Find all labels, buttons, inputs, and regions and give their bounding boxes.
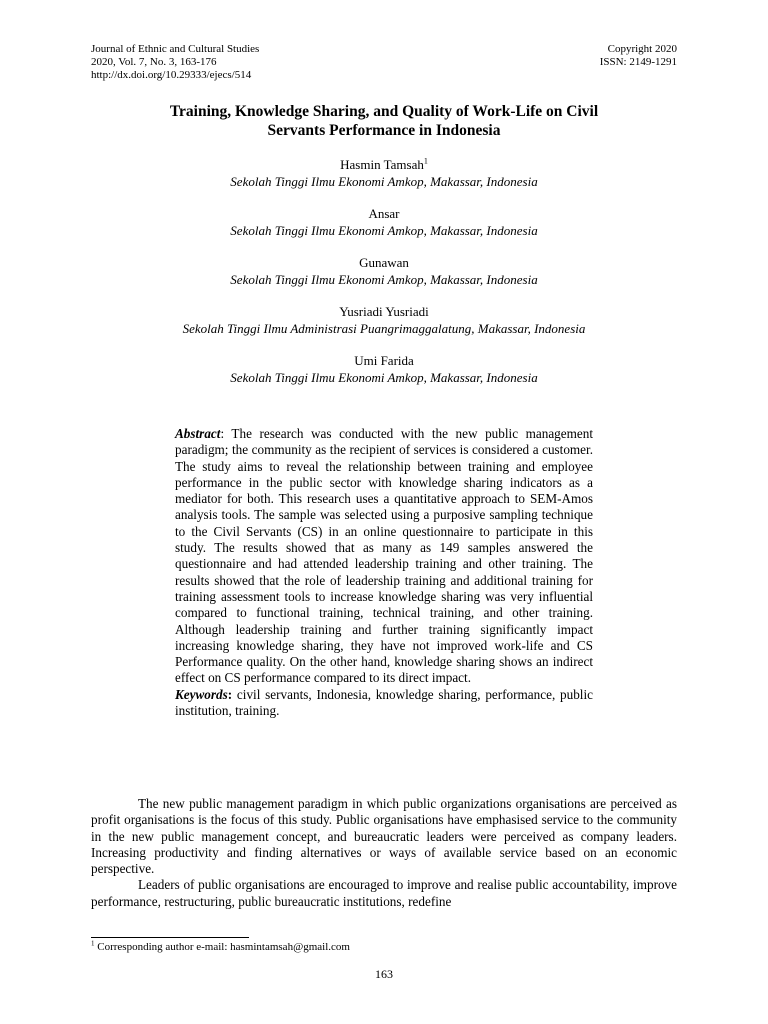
- title-line: Training, Knowledge Sharing, and Quality of Work-Life on Civil: [169, 103, 599, 120]
- footnote-mark: 1: [91, 939, 95, 948]
- author-affiliation: Sekolah Tinggi Ilmu Ekonomi Amkop, Makassar, Indonesia: [230, 223, 538, 238]
- footnote-divider: [91, 937, 249, 938]
- author-affiliation: Sekolah Tinggi Ilmu Administrasi Puangrimaggalatung, Makassar, Indonesia: [182, 321, 586, 336]
- author-entry: [91, 205, 677, 254]
- doi-link[interactable]: http://dx.doi.org/10.29333/ejecs/514: [91, 69, 252, 81]
- abstract-label: Abstract: [175, 426, 221, 441]
- issn-text: ISSN: 2149-1291: [599, 56, 677, 68]
- abstract: [175, 426, 593, 719]
- keywords-label: Keywords: [175, 686, 228, 702]
- body-text: [91, 796, 677, 910]
- body-paragraph: The new public management paradigm in which public organizations organisations are perceived as profit organisations is the focus of this study. Public organisations have emphasised service to the community in the new public management concept, and bureaucratic leaders were perceived as company leaders. Increasing productivity and finding alternatives or ways of available service based on an economic perspective.: [91, 796, 677, 877]
- header-left: [91, 43, 259, 82]
- author-affiliation: Sekolah Tinggi Ilmu Ekonomi Amkop, Makassar, Indonesia: [230, 174, 538, 189]
- footnote: [91, 941, 350, 954]
- author-name: Ansar: [368, 206, 400, 221]
- page-number: 163: [375, 967, 393, 981]
- author-affiliation: Sekolah Tinggi Ilmu Ekonomi Amkop, Makassar, Indonesia: [230, 370, 538, 385]
- body-paragraph: Leaders of public organisations are encouraged to improve and realise public accountability, improve performance, restructuring, public bureaucratic institutions, redefine: [91, 877, 677, 909]
- title-line: Servants Performance in Indonesia: [267, 122, 501, 139]
- author-entry: [91, 303, 677, 352]
- author-footnote-mark: 1: [423, 156, 428, 166]
- author-name: Yusriadi Yusriadi: [339, 304, 429, 319]
- author-entry: [91, 352, 677, 401]
- author-entry: [91, 156, 677, 205]
- author-affiliation: Sekolah Tinggi Ilmu Ekonomi Amkop, Makassar, Indonesia: [230, 272, 538, 287]
- journal-volume: 2020, Vol. 7, No. 3, 163-176: [91, 56, 217, 68]
- author-entry: [91, 254, 677, 303]
- journal-name: Journal of Ethnic and Cultural Studies: [91, 43, 260, 55]
- abstract-text: : The research was conducted with the new public management paradigm; the community as the recipient of services is considered a customer. The study aims to reveal the relationship between training and employee performance in the public sector with knowledge sharing indicators as a mediator for both. This research uses a quantitative approach to SEM-Amos analysis tools. The sample was selected using a purposive sampling technique to the Civil Servants (CS) in an online questionnaire to participate in this study. The results showed that as many as 149 samples answered the questionnaire and had attended leadership training and other training. The results showed that the role of leadership training and additional training for training assessment tools to increase knowledge sharing was very influential compared to functional training, technical training, and other training. Although leadership training and further training significantly impact increasing knowledge sharing, they have not improved work-life and CS Performance quality. On the other hand, knowledge sharing shows an indirect effect on CS performance compared to its direct impact.: [175, 426, 593, 686]
- footnote-text: Corresponding author e-mail: hasmintamsah@gmail.com: [94, 941, 350, 953]
- paper-title: [91, 102, 677, 140]
- author-name: [91, 156, 677, 173]
- author-name-text: Hasmin Tamsah: [340, 157, 424, 172]
- author-name: Gunawan: [359, 255, 409, 270]
- author-list: [91, 156, 677, 401]
- keywords-text: civil servants, Indonesia, knowledge sharing, performance, public institution, training.: [175, 686, 593, 719]
- header-right: [600, 43, 677, 69]
- author-name: Umi Farida: [354, 353, 414, 368]
- keywords-colon: :: [227, 686, 233, 702]
- copyright-text: Copyright 2020: [607, 43, 677, 55]
